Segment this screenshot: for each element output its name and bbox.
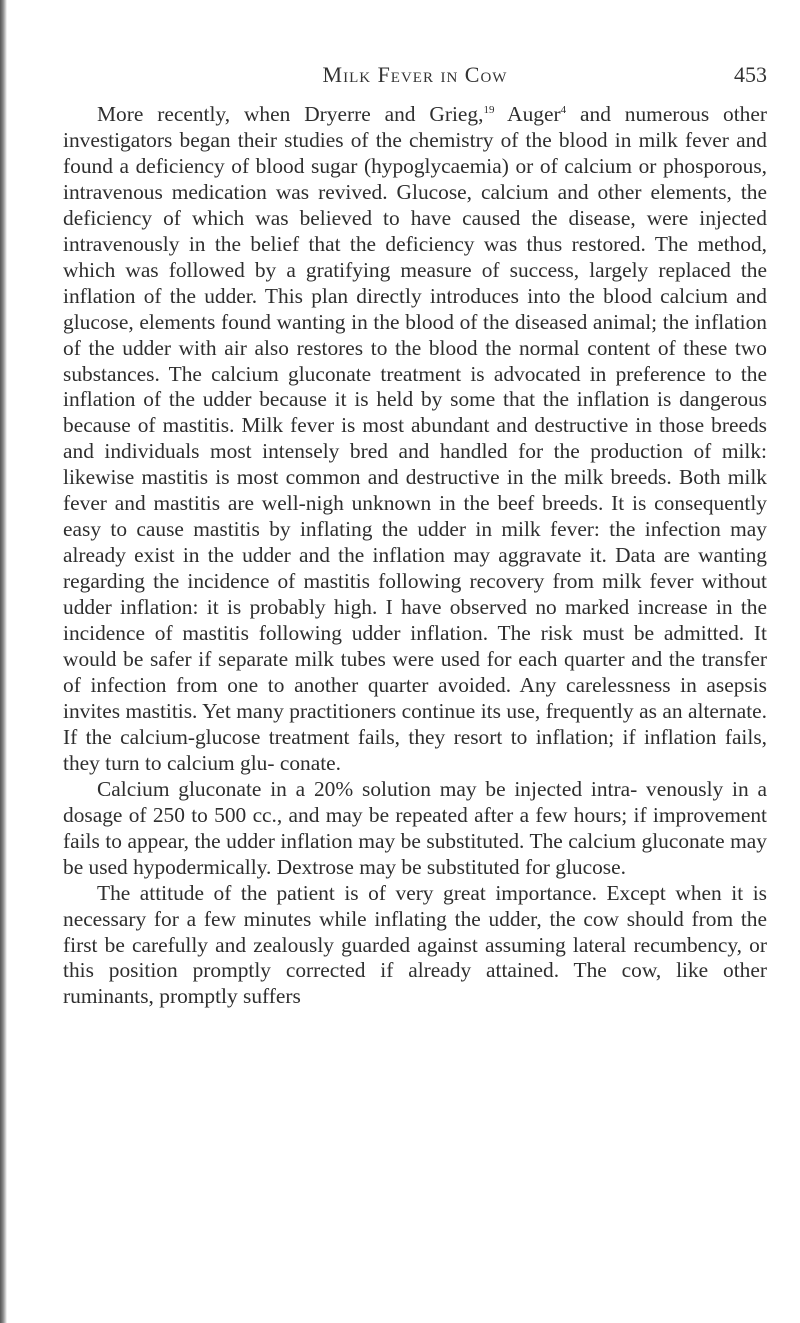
paragraph-1-text-b: Auger xyxy=(494,102,561,126)
paragraph-1-text-c: and numerous other investigators began their studies of the chemistry of the blood in milk fever and found a deficiency of blood sugar (hypoglycaemia) or of calcium or phosporous, intravenous medication was revived. Glucose, calcium and other elements, the deficiency of which was believed to have caused the disease, were injected intravenously in the belief that the deficiency was thus restored. The method, which was followed by a gratifying measure of success, largely replaced the inflation of the udder. This plan directly introduces into the blood calcium and glucose, elements found wanting in the blood of the diseased animal; the inflation of the udder with air also restores to the blood the normal content of these two substances. The calcium gluconate treatment is advocated in preference to the inflation of the udder because it is held by some that the inflation is dangerous because of mastitis. Milk fever is most abundant and destructive in those breeds and individuals most intensely bred and handled for the production of milk: likewise mastitis is most common and destructive in the milk breeds. Both milk fever and mastitis are well-nigh unknown in the beef breeds. It is consequently easy to cause mastitis by inflating the udder in milk fever: the infection may already exist in the udder and the inflation may aggravate it. Data are wanting regarding the incidence of mastitis following recovery from milk fever without udder inflation: it is probably high. I have observed no marked increase in the incidence of mastitis following udder inflation. The risk must be admitted. It would be safer if separate milk tubes were used for each quarter and the transfer of infection from one to another quarter avoided. Any carelessness in asepsis invites mastitis. Yet many practitioners continue its use, frequently as an alternate. If the calcium-glucose treatment fails, they resort to inflation; if inflation fails, they turn to calcium glu- conate. xyxy=(63,102,767,775)
book-page xyxy=(63,62,767,1010)
book-spine-shadow xyxy=(0,0,7,1323)
paragraph-2: Calcium gluconate in a 20% solution may be injected intra- venously in a dosage of 250 to 500 cc., and may be repeated after a few hours; if improvement fails to appear, the udder inflation may be substituted. The calcium gluconate may be used hypodermically. Dextrose may be substituted for glucose. xyxy=(63,776,767,879)
running-title: Milk Fever in Cow xyxy=(322,62,508,87)
paragraph-3: The attitude of the patient is of very great importance. Except when it is necessary for a few minutes while inflating the udder, the cow should from the first be carefully and zealously guarded against assuming lateral recumbency, or this position promptly corrected if already attained. The cow, like other ruminants, promptly suffers xyxy=(63,880,767,1009)
paragraph-1 xyxy=(63,102,767,777)
body-text xyxy=(63,102,767,1010)
citation-19: 19 xyxy=(483,104,495,116)
page-number: 453 xyxy=(734,62,767,87)
running-head xyxy=(63,62,767,102)
citation-4: 4 xyxy=(560,104,567,116)
paragraph-1-text-a: More recently, when Dryerre and Grieg, xyxy=(97,102,484,126)
